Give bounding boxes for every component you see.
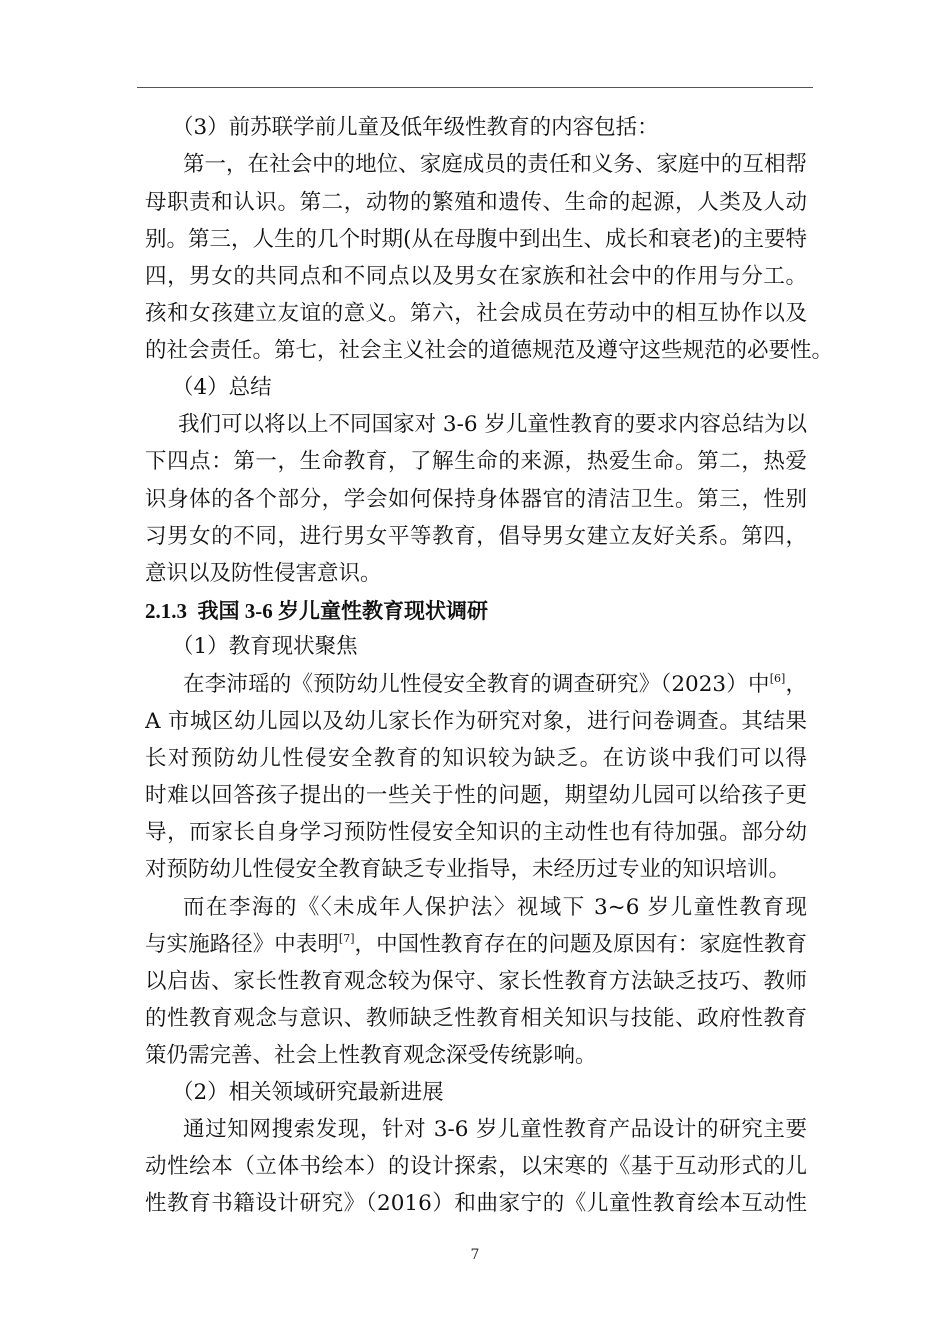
paragraph-line: 我们可以将以上不同国家对 3-6 岁儿童性教育的要求内容总结为以 bbox=[178, 412, 807, 437]
paragraph-line: 而在李海的《〈未成年人保护法〉视域下 3~6 岁儿童性教育现 bbox=[183, 895, 807, 920]
text: 在李沛瑶的《预防幼儿性侵安全教育的调查研究》（2023）中 bbox=[183, 672, 770, 697]
paragraph-line: 性教育书籍设计研究》（2016）和曲家宁的《儿童性教育绘本互动性 bbox=[145, 1191, 807, 1216]
subheading-3: （3）前苏联学前儿童及低年级性教育的内容包括： bbox=[172, 115, 659, 140]
paragraph-line: 孩和女孩建立友谊的意义。第六，社会成员在劳动中的相互协作以及 bbox=[145, 301, 807, 326]
paragraph-line: 时难以回答孩子提出的一些关于性的问题，期望幼儿园可以给孩子更 bbox=[145, 783, 807, 808]
paragraph-line: 意识以及防性侵害意识。 bbox=[145, 561, 382, 586]
paragraph-line bbox=[145, 932, 807, 958]
paragraph-line: 以启齿、家长性教育观念较为保守、家长性教育方法缺乏技巧、教师 bbox=[145, 969, 807, 994]
paragraph-line: 动性绘本（立体书绘本）的设计探索，以宋寒的《基于互动形式的儿 bbox=[145, 1154, 807, 1179]
subheading-2: （2）相关领域研究最新进展 bbox=[172, 1080, 444, 1105]
paragraph-line: 对预防幼儿性侵安全教育缺乏专业指导，未经历过专业的知识培训。 bbox=[145, 857, 791, 882]
paragraph-line: 母职责和认识。第二，动物的繁殖和遗传、生命的起源，人类及人动 bbox=[145, 190, 807, 215]
page-number: 7 bbox=[470, 1247, 480, 1263]
paragraph-line: 长对预防幼儿性侵安全教育的知识较为缺乏。在访谈中我们可以得 bbox=[145, 746, 807, 771]
text: ， bbox=[785, 672, 807, 697]
paragraph-line: 第一，在社会中的地位、家庭成员的责任和义务、家庭中的互相帮 bbox=[183, 152, 807, 177]
section-heading: 2.1.3 我国 3-6 岁儿童性教育现状调研 bbox=[145, 599, 488, 623]
paragraph-line: 识身体的各个部分，学会如何保持身体器官的清洁卫生。第三，性别 bbox=[145, 487, 807, 512]
citation: [6] bbox=[769, 672, 786, 685]
paragraph-line: 的性教育观念与意识、教师缺乏性教育相关知识与技能、政府性教育 bbox=[145, 1006, 807, 1031]
paragraph-line: 通过知网搜索发现，针对 3-6 岁儿童性教育产品设计的研究主要 bbox=[183, 1117, 807, 1142]
paragraph-line: 四，男女的共同点和不同点以及男女在家族和社会中的作用与分工。 bbox=[145, 264, 807, 289]
paragraph-line: 导，而家长自身学习预防性侵安全知识的主动性也有待加强。部分幼 bbox=[145, 820, 807, 845]
paragraph-line bbox=[183, 672, 807, 698]
paragraph-line: 别。第三，人生的几个时期(从在母腹中到出生、成长和衰老)的主要特 bbox=[145, 227, 807, 252]
paragraph-line: 的社会责任。第七，社会主义社会的道德规范及遵守这些规范的必要性。 bbox=[145, 338, 834, 363]
paragraph-line: A 市城区幼儿园以及幼儿家长作为研究对象，进行问卷调查。其结果 bbox=[145, 709, 807, 734]
subheading-1: （1）教育现状聚焦 bbox=[172, 634, 358, 659]
subheading-4: （4）总结 bbox=[172, 375, 272, 400]
paragraph-line: 策仍需完善、社会上性教育观念深受传统影响。 bbox=[145, 1043, 597, 1068]
text: ，中国性教育存在的问题及原因有：家庭性教育 bbox=[354, 932, 807, 957]
text: 与实施路径》中表明 bbox=[145, 932, 339, 957]
paragraph-line: 下四点：第一，生命教育，了解生命的来源，热爱生命。第二，热爱 bbox=[145, 449, 807, 474]
header-rule bbox=[137, 87, 813, 88]
citation: [7] bbox=[338, 932, 355, 945]
paragraph-line: 习男女的不同，进行男女平等教育，倡导男女建立友好关系。第四， bbox=[145, 524, 807, 549]
